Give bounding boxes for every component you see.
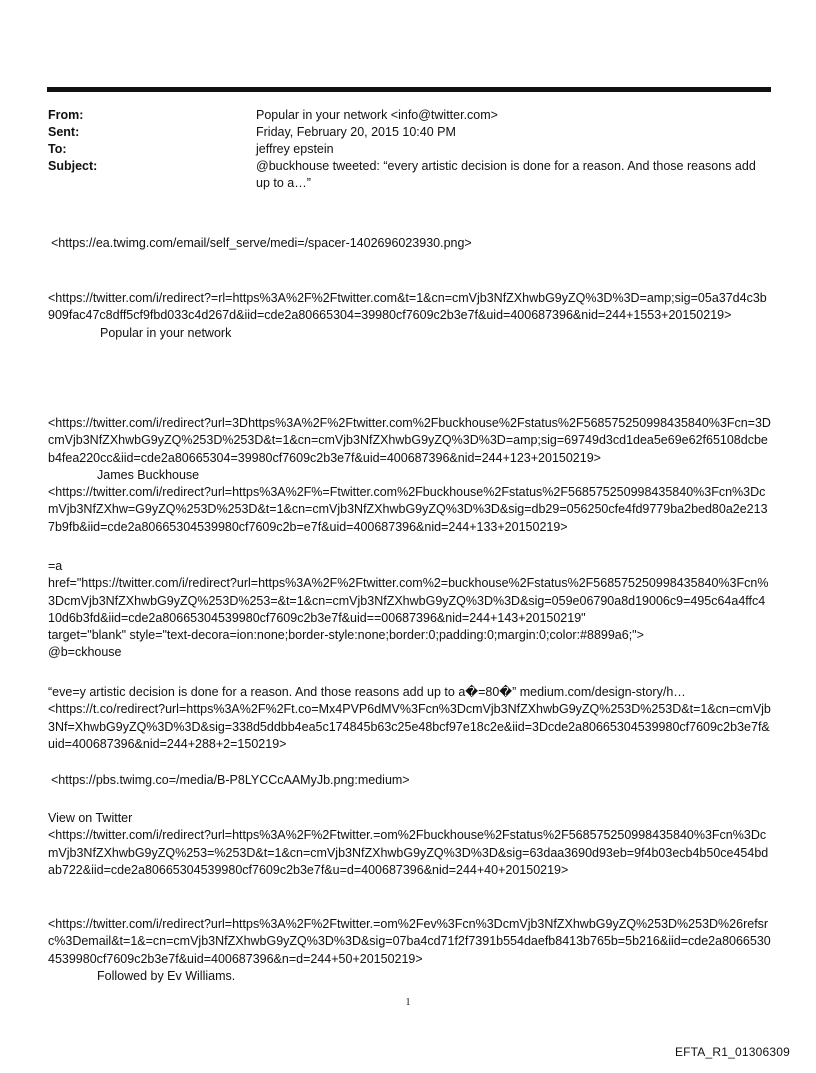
to-label: To: — [48, 142, 67, 156]
header-subject-row — [48, 158, 768, 192]
to-value: jeffrey epstein — [256, 142, 334, 156]
subject-value: @buckhouse tweeted: “every artistic decision is done for a reason. And those reasons add up to a…” — [256, 159, 756, 190]
sent-value: Friday, February 20, 2015 10:40 PM — [256, 125, 456, 139]
header-sent-row — [48, 124, 768, 141]
popular-block — [48, 290, 772, 342]
header-to-row — [48, 141, 768, 158]
sent-label: Sent: — [48, 125, 80, 139]
popular-label: Popular in your network — [100, 325, 232, 340]
status-link-1: <https://twitter.com/i/redirect?url=3Dhttps%3A%2F%2Ftwitter.com%2Fbuckhouse%2Fstatus%2F568575250998435840%3Fcn=3DcmVjb3NfZXhwbG9yZQ%253D%253D&t=1&cn=cmVjb3NfZXhwbG9yZQ%3D%3D=amp;sig=69749d3cd1dea5e69e62f65108dcbeb4fea220cc&iid=cde2a80665304=39980cf7609c2b3e7f&uid=400687396&nid=244+123+20150219> — [48, 416, 771, 465]
anchor-block — [48, 558, 772, 662]
followed-block — [48, 916, 772, 985]
from-label: From: — [48, 108, 84, 122]
author-name: James Buckhouse — [97, 467, 200, 482]
tweet-link: <https://t.co/redirect?url=https%3A%2F%2Ft.co=Mx4PVP6dMV%3Fcn%3DcmVjb3NfZXhwbG9yZQ%253D%253D&t=1&cn=cmVjb3Nf=XhwbG9yZQ%3D%3D&sig=338d5ddbb4ea5c174845b63c25e48bcf97e18c2e&iid=3Dcde2a80665304539980cf7609c2b3e7f&uid=400687396&nid=244+288+2=150219> — [48, 702, 771, 751]
view-link: <https://twitter.com/i/redirect?url=https%3A%2F%2Ftwitter.=om%2Fbuckhouse%2Fstatus%2F568575250998435840%3Fcn%3DcmVjb3NfZXhwbG9yZQ%253=%253D&t=1&cn=cmVjb3NfZXhwbG9yZQ%3D%3D&sig=63daa3690d93eb=9f4b03ecb4b50ce454bdab722&iid=cde2a80665304539980cf7609c2b3e7f&u=d=400687396&nid=244+40+20150219> — [48, 828, 769, 877]
anchor-attrs: target="blank" style="text-decora=ion:none;border-style:none;border:0;padding:0;margin:0;color:#8899a6;"> — [48, 628, 644, 643]
tweet-handle: @b=ckhouse — [48, 645, 122, 660]
subject-label: Subject: — [48, 159, 98, 173]
followed-link: <https://twitter.com/i/redirect?url=https%3A%2F%2Ftwitter.=om%2Fev%3Fcn%3DcmVjb3NfZXhwbG9yZQ%253D%253D%26refsrc%3Demail&t=1&=cn=cmVjb3NfZXhwbG9yZQ%3D%3D&sig=07ba4cd71f2f7391b554daefb8413b765b=5b216&iid=cde2a80665304539980cf7609c2b3e7f&uid=400687396&n=d=244+50+20150219> — [48, 917, 771, 966]
followed-label: Followed by Ev Williams. — [97, 968, 236, 983]
spacer-link: <https://ea.twimg.com/email/self_serve/medi=/spacer-1402696023930.png> — [51, 236, 472, 250]
document-id: EFTA_R1_01306309 — [674, 1045, 790, 1059]
tweet-text: “eve=y artistic decision is done for a reason. And those reasons add up to a�=80�” medium.com/design-story/h… — [48, 685, 686, 699]
anchor-href: href="https://twitter.com/i/redirect?url=https%3A%2F%2Ftwitter.com%2=buckhouse%2Fstatus%2F568575250998435840%3Fcn%3DcmVjb3NfZXhwbG9yZQ%253D%253=&t=1&cn=cmVjb3NfZXhwbG9yZQ%3D%3D&sig=059e06790a8d19006c9=495c64a4ffc410d6b3fd&iid=cde2a80665304539980cf7609c2b3e7f&uid==00687396&nid=244+143+20150219" — [48, 576, 769, 625]
email-header — [48, 107, 768, 192]
tweet-body-block — [48, 684, 772, 753]
popular-link: <https://twitter.com/i/redirect?=rl=https%3A%2F%2Ftwitter.com&t=1&cn=cmVjb3NfZXhwbG9yZQ%3D%3D=amp;sig=05a37d4c3b909fac47c8dff5cf9fbd033c4d267d&iid=cde2a80665304=39980cf7609c2b3e7f&uid=400687396&nid=244+1553+20150219> — [48, 291, 767, 323]
header-from-row — [48, 107, 768, 124]
anchor-prefix: =a — [48, 559, 63, 573]
media-link: <https://pbs.twimg.co=/media/B-P8LYCCcAAMyJb.png:medium> — [51, 773, 410, 787]
view-on-twitter-label: View on Twitter — [48, 811, 133, 825]
tweet-header-block — [48, 415, 772, 536]
view-block — [48, 810, 772, 879]
header-divider — [47, 87, 771, 92]
status-link-2: <https://twitter.com/i/redirect?url=https%3A%2F%=Ftwitter.com%2Fbuckhouse%2Fstatus%2F568575250998435840%3Fcn%3DcmVjb3NfZXhw=G9yZQ%253D%253D&t=1&cn=cmVjb3NfZXhwbG9yZQ%3D%3D&sig=db29=056250cfe4fd9779ba2bed80a2e2137b9fb&iid=cde2a80665304539980cf7609c2b=e7f&uid=400687396&nid=244+133+20150219> — [48, 485, 768, 534]
from-value: Popular in your network <info@twitter.com> — [256, 108, 498, 122]
page-number: 1 — [405, 997, 411, 1008]
